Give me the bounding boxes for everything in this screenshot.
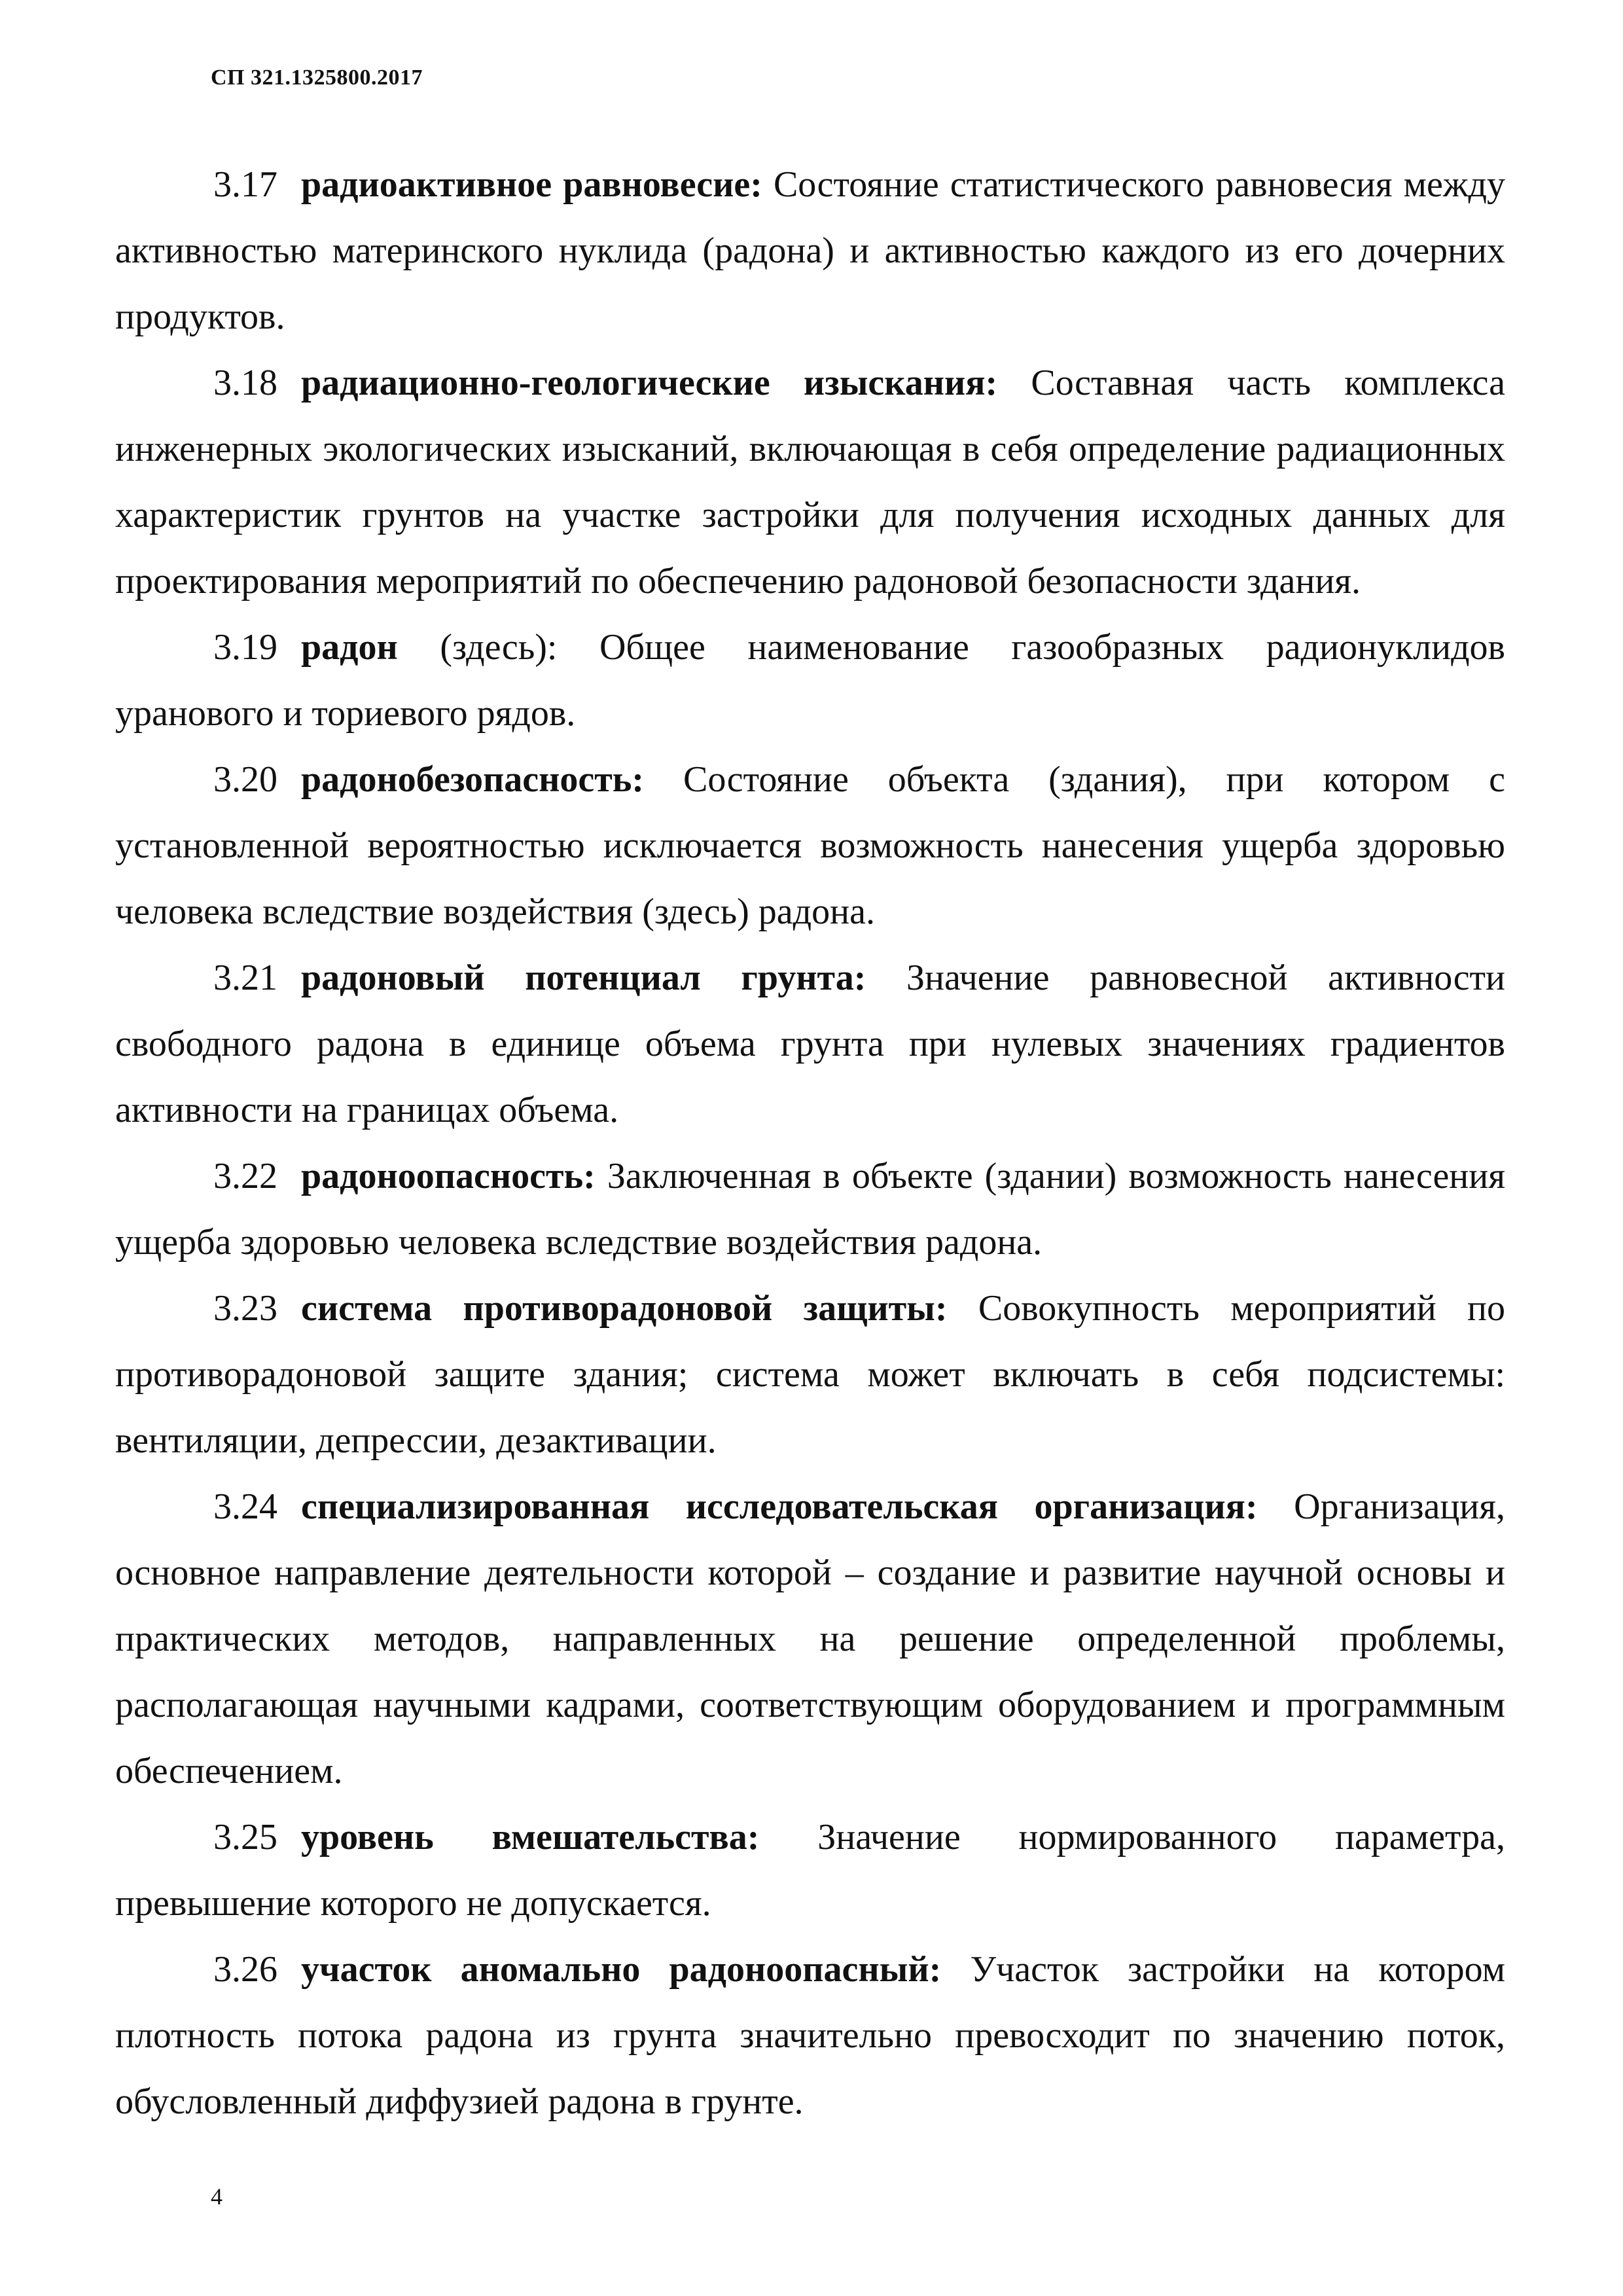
entry-number: 3.25 [213, 1817, 277, 1857]
entry-definition: Состояние объекта (здания), при котором с установленной вероятностью исключается возможность нанесения ущерба здоровью человека вследствие воздействия (здесь) радона. [115, 759, 1506, 932]
entry-term: уровень вмешательства: [301, 1817, 760, 1857]
definition-entry-3-25 [115, 1804, 1505, 1937]
entry-term: специализированная исследовательская организация: [301, 1486, 1258, 1527]
entry-number: 3.18 [213, 363, 277, 403]
entry-number: 3.21 [213, 958, 277, 998]
definition-entry-3-22 [115, 1143, 1505, 1276]
entry-term: радиационно-геологические изыскания: [301, 363, 998, 403]
definition-entry-3-26 [115, 1937, 1505, 2135]
entry-definition: Составная часть комплекса инженерных экологических изысканий, включающая в себя определение радиационных характеристик грунтов на участке застройки для получения исходных данных для проектирования мероприятий по обеспечению радоновой безопасности здания. [115, 363, 1505, 601]
entry-definition: Организация, основное направление деятельности которой – создание и развитие научной основы и практических методов, направленных на решение определенной проблемы, располагающая научными кадрами, соответствующим оборудованием и программным обеспечением. [115, 1486, 1506, 1791]
entry-term: радиоактивное равновесие: [301, 164, 762, 205]
entry-definition: Состояние статистического равновесия между активностью материнского нуклида (радона) и активностью каждого из его дочерних продуктов. [115, 164, 1505, 337]
entry-number: 3.23 [213, 1288, 277, 1329]
entry-definition: Совокупность мероприятий по противорадоновой защите здания; система может включать в себя подсистемы: вентиляции, депрессии, дезактивации. [115, 1288, 1505, 1461]
entry-term: радонобезопасность: [301, 759, 645, 800]
definition-entry-3-21 [115, 945, 1505, 1143]
entry-number: 3.17 [213, 164, 277, 205]
definition-entry-3-17 [115, 152, 1505, 350]
definition-entry-3-24 [115, 1474, 1505, 1804]
entry-definition: Значение равновесной активности свободного радона в единице объема грунта при нулевых значениях градиентов активности на границах объема. [115, 958, 1505, 1130]
entry-definition: Заключенная в объекте (здании) возможность нанесения ущерба здоровью человека вследствие воздействия радона. [115, 1156, 1505, 1263]
entry-term: радоноопасность: [301, 1156, 596, 1196]
page-number: 4 [211, 2183, 223, 2210]
definitions-list [115, 152, 1505, 2135]
definition-entry-3-23 [115, 1276, 1505, 1474]
document-header: СП 321.1325800.2017 [211, 65, 423, 90]
entry-definition: Участок застройки на котором плотность потока радона из грунта значительно превосходит по значению поток, обусловленный диффузией радона в грунте. [115, 1949, 1506, 2122]
entry-number: 3.20 [213, 759, 277, 800]
entry-number: 3.26 [213, 1949, 277, 1990]
entry-term: участок аномально радоноопасный: [301, 1949, 942, 1990]
entry-term: система противорадоновой защиты: [301, 1288, 948, 1329]
definition-entry-3-20 [115, 747, 1505, 945]
entry-term: радон [301, 627, 398, 668]
entry-definition: (здесь): Общее наименование газообразных радионуклидов уранового и ториевого рядов. [115, 627, 1505, 734]
entry-term: радоновый потенциал грунта: [301, 958, 866, 998]
entry-number: 3.24 [213, 1486, 277, 1527]
definition-entry-3-19 [115, 615, 1505, 747]
entry-number: 3.22 [213, 1156, 277, 1196]
definition-entry-3-18 [115, 350, 1505, 615]
entry-definition: Значение нормированного параметра, превышение которого не допускается. [115, 1817, 1505, 1924]
entry-number: 3.19 [213, 627, 277, 668]
